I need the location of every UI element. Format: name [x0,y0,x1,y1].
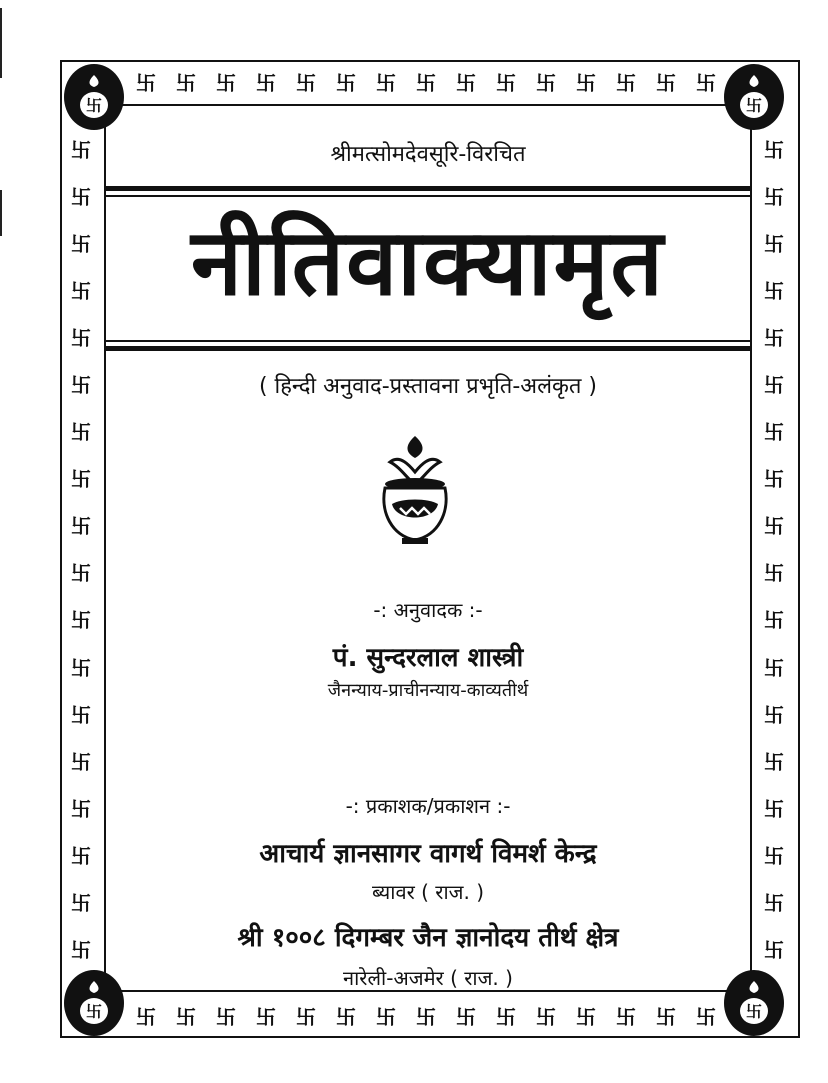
swastika-border-top [136,66,716,100]
swastika-icon: 卐 [764,890,784,915]
swastika-icon: 卐 [656,1005,676,1029]
swastika-icon: 卐 [456,71,476,95]
swastika-icon: 卐 [764,467,784,492]
swastika-icon: 卐 [71,420,91,445]
swastika-icon: 卐 [576,71,596,95]
translator-name: पं. सुन्दरलाल शास्त्री [332,643,524,673]
swastika-icon: 卐 [536,1005,556,1029]
swastika-icon: 卐 [764,232,784,257]
swastika-icon: 卐 [696,1005,716,1029]
swastika-icon: 卐 [71,796,91,821]
publisher-city-1: ब्यावर ( राज. ) [371,880,484,904]
swastika-icon: 卐 [616,71,636,95]
svg-text:卐: 卐 [85,96,103,115]
swastika-icon: 卐 [764,937,784,962]
publisher-city-2: नारेली-अजमेर ( राज. ) [343,966,513,990]
swastika-icon: 卐 [764,514,784,539]
swastika-icon: 卐 [764,608,784,633]
swastika-icon: 卐 [764,373,784,398]
swastika-icon: 卐 [256,1005,276,1029]
swastika-icon: 卐 [71,608,91,633]
swastika-icon: 卐 [71,373,91,398]
swastika-icon: 卐 [71,702,91,727]
swastika-icon: 卐 [764,749,784,774]
swastika-icon: 卐 [71,279,91,304]
swastika-icon: 卐 [416,71,436,95]
svg-text:卐: 卐 [745,1002,763,1021]
title-rule-bottom [104,346,752,351]
swastika-border-left [62,140,100,960]
swastika-icon: 卐 [764,843,784,868]
swastika-icon: 卐 [764,702,784,727]
kalash-icon [370,432,460,548]
swastika-icon: 卐 [496,71,516,95]
book-title: नीतिवाक्यामृत [190,208,665,316]
author-line: श्रीमत्सोमदेवसूरि-विरचित [330,142,526,167]
swastika-icon: 卐 [764,185,784,210]
title-rule-bottom-thin [104,340,752,342]
svg-text:卐: 卐 [745,96,763,115]
swastika-icon: 卐 [71,138,91,162]
swastika-icon: 卐 [764,138,784,162]
publisher-org-1: आचार्य ज्ञानसागर वागर्थ विमर्श केन्द्र [259,839,597,869]
swastika-icon: 卐 [496,1005,516,1029]
swastika-icon: 卐 [764,420,784,445]
publisher-org-2: श्री १००८ दिगम्बर जैन ज्ञानोदय तीर्थ क्षेत्र [237,923,619,953]
swastika-icon: 卐 [576,1005,596,1029]
swastika-icon: 卐 [616,1005,636,1029]
scan-edge-mark [0,8,2,78]
swastika-icon: 卐 [71,467,91,492]
swastika-icon: 卐 [136,1005,156,1029]
title-rule-top-thin [104,195,752,197]
publisher-role: -: प्रकाशक/प्रकाशन :- [345,794,511,818]
swastika-icon: 卐 [176,1005,196,1029]
svg-text:卐: 卐 [85,1002,103,1021]
swastika-icon: 卐 [136,71,156,95]
swastika-icon: 卐 [764,796,784,821]
swastika-icon: 卐 [71,514,91,539]
title-rule-top [104,186,752,191]
kalash-swastika-icon [724,64,784,130]
scan-edge-mark [0,190,2,236]
swastika-icon: 卐 [696,71,716,95]
swastika-icon: 卐 [256,71,276,95]
swastika-icon: 卐 [71,843,91,868]
swastika-icon: 卐 [336,71,356,95]
swastika-icon: 卐 [656,71,676,95]
swastika-icon: 卐 [216,1005,236,1029]
swastika-icon: 卐 [416,1005,436,1029]
swastika-border-right [752,140,796,960]
swastika-icon: 卐 [216,71,236,95]
swastika-icon: 卐 [376,71,396,95]
swastika-icon: 卐 [376,1005,396,1029]
swastika-icon: 卐 [71,937,91,962]
swastika-icon: 卐 [71,890,91,915]
swastika-icon: 卐 [71,326,91,351]
swastika-icon: 卐 [176,71,196,95]
swastika-icon: 卐 [296,1005,316,1029]
swastika-icon: 卐 [296,71,316,95]
swastika-icon: 卐 [456,1005,476,1029]
swastika-icon: 卐 [71,655,91,680]
swastika-icon: 卐 [536,71,556,95]
swastika-icon: 卐 [764,279,784,304]
swastika-icon: 卐 [71,185,91,210]
swastika-icon: 卐 [764,326,784,351]
translator-qualification: जैनन्याय-प्राचीनन्याय-काव्यतीर्थ [327,680,529,701]
swastika-icon: 卐 [71,749,91,774]
swastika-icon: 卐 [764,561,784,586]
translator-role: -: अनुवादक :- [373,598,483,622]
subtitle: ( हिन्दी अनुवाद-प्रस्तावना प्रभृति-अलंकृत ) [258,374,598,399]
swastika-border-bottom [136,1000,716,1034]
swastika-icon: 卐 [764,655,784,680]
swastika-icon: 卐 [71,561,91,586]
kalash-swastika-icon [64,64,124,130]
swastika-icon: 卐 [71,232,91,257]
swastika-icon: 卐 [336,1005,356,1029]
